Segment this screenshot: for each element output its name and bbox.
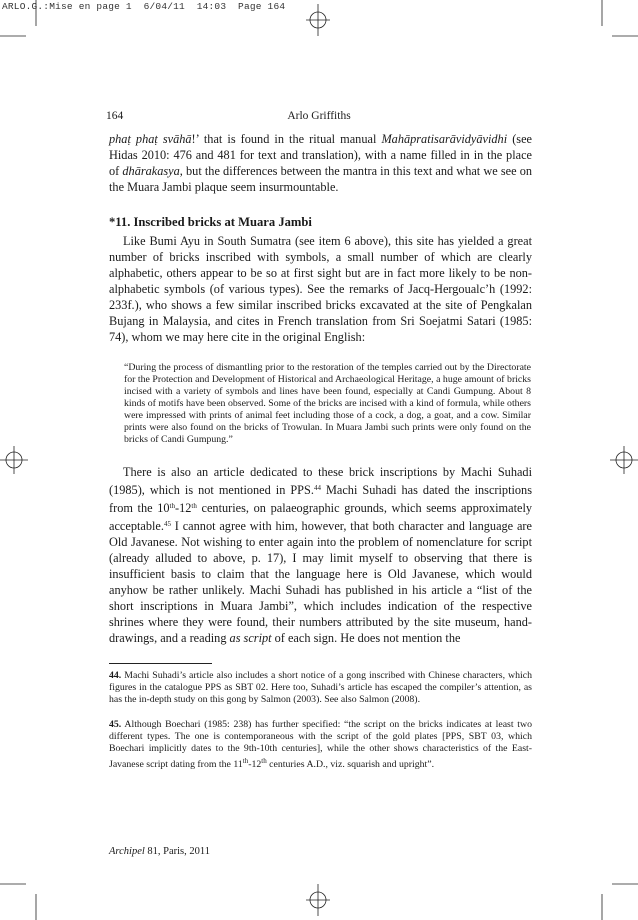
paragraph-1: phaṭ phaṭ svāhā!’ that is found in the ritual manual Mahāpratisarāvidyāvidhi (see Hidas 2010: 476 and 481 for text and translation), with a name filled in in the place of dhārakasya, but the differences between the mantra in this text and what we see on the Muara Jambi plaque seem insurmountable. [109,132,533,194]
running-head: Arlo Griffiths [287,110,351,122]
footnote-number: 44. [109,670,122,681]
footnote-ref-45[interactable]: 45 [163,520,171,528]
as-script-term: as script [229,631,272,645]
footnote-number: 45. [109,719,122,730]
block-quote: “During the process of dismantling prior to the restoration of the temples carried out by the Directorate for the Protection and Development of Historical and Archaeological Heritage, a huge amount of bricks incised with a variety of symbols and lines have been found, especially at Candi Gumpung. About 8 kinds of motifs have been observed. Some of the bricks are incised with a kind of formula, while others were impressed with prints of animal feet including those of a cock, a dog, a goat, and a cow. Similar prints were also found on the bricks of Trowulan. In Muara Jambi such prints were only found on the bricks of Candi Gumpung.” [124,362,531,445]
journal-name: Archipel [109,846,145,857]
manual-title: Mahāpratisarāvidyāvidhi [381,132,508,146]
footnote-45: 45. Although Boechari (1985: 238) has further specified: “the script on the bricks indicates at least two different types. The one is contemporaneous with the script of the gold plates [PPS, SBT 03, which Boechari implicitly dates to the 9th-10th centuries], while the other shows characteristics of the East-Javanese script dating from the 11th-12th centuries A.D., viz. squarish and upright”. [109,719,532,770]
mantra-text: phaṭ phaṭ svāhā [109,132,192,146]
registration-mark-left [0,446,28,474]
section-heading: *11. Inscribed bricks at Muara Jambi [109,215,312,229]
footnote-ref-44[interactable]: 44 [313,484,321,492]
page-footer: Archipel 81, Paris, 2011 [109,846,211,857]
page-header [106,110,532,126]
footnote-44: 44. Machi Suhadi’s article also includes a short notice of a gong inscribed with Chinese characters, which figures in the catalogue PPS as SBT 02. Here too, Suhadi’s article has escaped the compiler’s attention, as has the in-depth study on this gong by Salmon (2003). See also Salmon (2008). [109,670,532,705]
dharakasya-term: dhārakasya [122,164,180,178]
registration-mark-top [306,4,330,36]
footnote-divider [109,663,212,664]
paragraph-3: There is also an article dedicated to these brick inscriptions by Machi Suhadi (1985), which is not mentioned in PPS.$^{44}$ Machi Suhadi has dated the inscriptions from the 10th-12th centuries, on palaeographic grounds, which seems approximately acceptable.$^{45}$ I cannot agree with him, however, that both character and language are Old Javanese. Not wishing to enter again into the problem of nomenclature for script (already alluded to above, p. 17), I may limit myself to observing that there is insufficient basis to claim that the language here is Old Javanese, which would anyhow be rather unlikely. Machi Suhadi has published in his article a “list of the short inscriptions in Muara Jambi”, which includes indication of the respective shrines where they were found, their numbers attributed by the site museum, hand-drawings, and a reading as script of each sign. He does not mention the [109,465,533,645]
paragraph-2: Like Bumi Ayu in South Sumatra (see item 6 above), this site has yielded a great number of bricks inscribed with symbols, a small number of which are clearly alphabetic, others appear to be so at first sight but are in fact more likely to be non-alphabetic symbols (of various types). See the remarks of Jacq-Hergoualc’h (1992: 233f.), who shows a few similar inscribed bricks excavated at the site of Pengkalan Bujang in Malaysia, and cites in French translation from Sri Soejatmi Satari (1985: 74), whom we may here cite in the original English: [109,234,532,344]
page-number: 164 [106,110,124,122]
print-slug: ARLO.G.:Mise en page 1 6/04/11 14:03 Page 164 [2,1,286,12]
registration-mark-right [610,446,638,474]
registration-mark-bottom [306,884,330,916]
